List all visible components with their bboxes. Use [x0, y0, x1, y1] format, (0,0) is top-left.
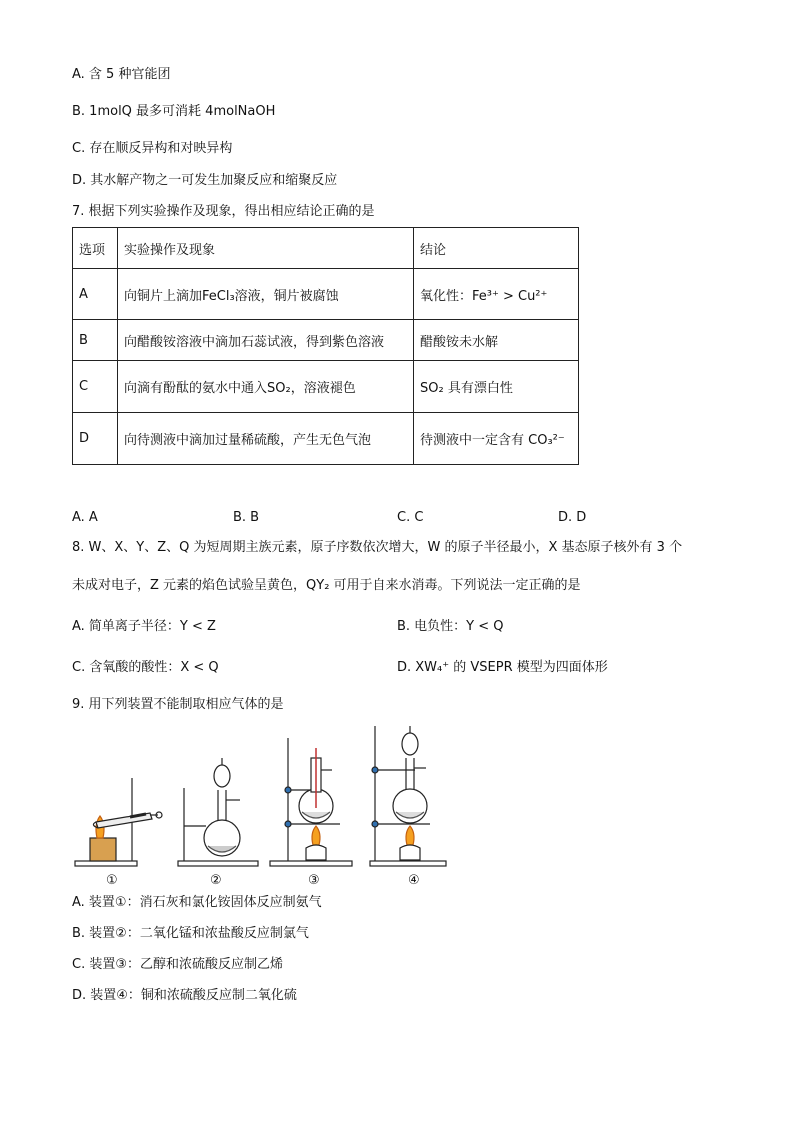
apparatus-2 [178, 758, 258, 866]
row-conclusion: 氧化性：Fe³⁺ > Cu²⁺ [414, 269, 579, 320]
header-operation: 实验操作及现象 [118, 228, 414, 269]
q6-option-d: D. 其水解产物之一可发生加聚反应和缩聚反应 [72, 173, 338, 188]
q7-choice-d: D. D [558, 510, 587, 525]
label-2: ② [210, 873, 222, 888]
q8-option-d: D. XW₄⁺ 的 VSEPR 模型为四面体形 [397, 660, 608, 675]
table-header-row [73, 228, 579, 269]
q8-stem-line2: 未成对电子，Z 元素的焰色试验呈黄色，QY₂ 可用于自来水消毒。下列说法一定正确的是 [72, 578, 581, 593]
label-1: ① [106, 873, 118, 888]
table-row [73, 413, 579, 465]
label-4: ④ [408, 873, 420, 888]
q9-option-a: A. 装置①：消石灰和氯化铵固体反应制氨气 [72, 895, 322, 910]
q8-stem-line1: 8. W、X、Y、Z、Q 为短周期主族元素，原子序数依次增大，W 的原子半径最小，X 基态原子核外有 3 个 [72, 540, 683, 555]
label-3: ③ [308, 873, 320, 888]
row-operation: 向醋酸铵溶液中滴加石蕊试液，得到紫色溶液 [118, 320, 414, 361]
q6-option-a: A. 含 5 种官能团 [72, 67, 171, 82]
q7-choice-a: A. A [72, 510, 98, 525]
apparatus-4 [370, 726, 446, 866]
q6-option-c: C. 存在顺反异构和对映异构 [72, 141, 233, 156]
table-row [73, 269, 579, 320]
q9-option-c: C. 装置③：乙醇和浓硫酸反应制乙烯 [72, 957, 283, 972]
row-operation: 向滴有酚酞的氨水中通入SO₂，溶液褪色 [118, 361, 414, 413]
row-conclusion: SO₂ 具有漂白性 [414, 361, 579, 413]
apparatus-3 [270, 738, 352, 866]
q9-stem: 9. 用下列装置不能制取相应气体的是 [72, 697, 284, 712]
row-operation: 向铜片上滴加FeCl₃溶液，铜片被腐蚀 [118, 269, 414, 320]
q6-option-b: B. 1molQ 最多可消耗 4molNaOH [72, 104, 276, 119]
row-option: B [73, 320, 118, 361]
apparatus-figure [70, 718, 450, 888]
q7-choice-b: B. B [233, 510, 260, 525]
q9-option-d: D. 装置④：铜和浓硫酸反应制二氧化硫 [72, 988, 297, 1003]
q8-option-a: A. 简单离子半径：Y < Z [72, 619, 216, 634]
row-option: D [73, 413, 118, 465]
q7-table [72, 227, 579, 465]
header-option: 选项 [73, 228, 118, 269]
row-option: A [73, 269, 118, 320]
header-conclusion: 结论 [414, 228, 579, 269]
table-row [73, 320, 579, 361]
q7-stem: 7. 根据下列实验操作及现象，得出相应结论正确的是 [72, 204, 375, 219]
table-row [73, 361, 579, 413]
q7-choice-c: C. C [397, 510, 424, 525]
q9-option-b: B. 装置②：二氧化锰和浓盐酸反应制氯气 [72, 926, 309, 941]
row-operation: 向待测液中滴加过量稀硫酸，产生无色气泡 [118, 413, 414, 465]
row-conclusion: 醋酸铵未水解 [414, 320, 579, 361]
q8-option-c: C. 含氧酸的酸性：X < Q [72, 660, 219, 675]
apparatus-1 [75, 778, 162, 866]
row-option: C [73, 361, 118, 413]
row-conclusion: 待测液中一定含有 CO₃²⁻ [414, 413, 579, 465]
q8-option-b: B. 电负性：Y < Q [397, 619, 504, 634]
